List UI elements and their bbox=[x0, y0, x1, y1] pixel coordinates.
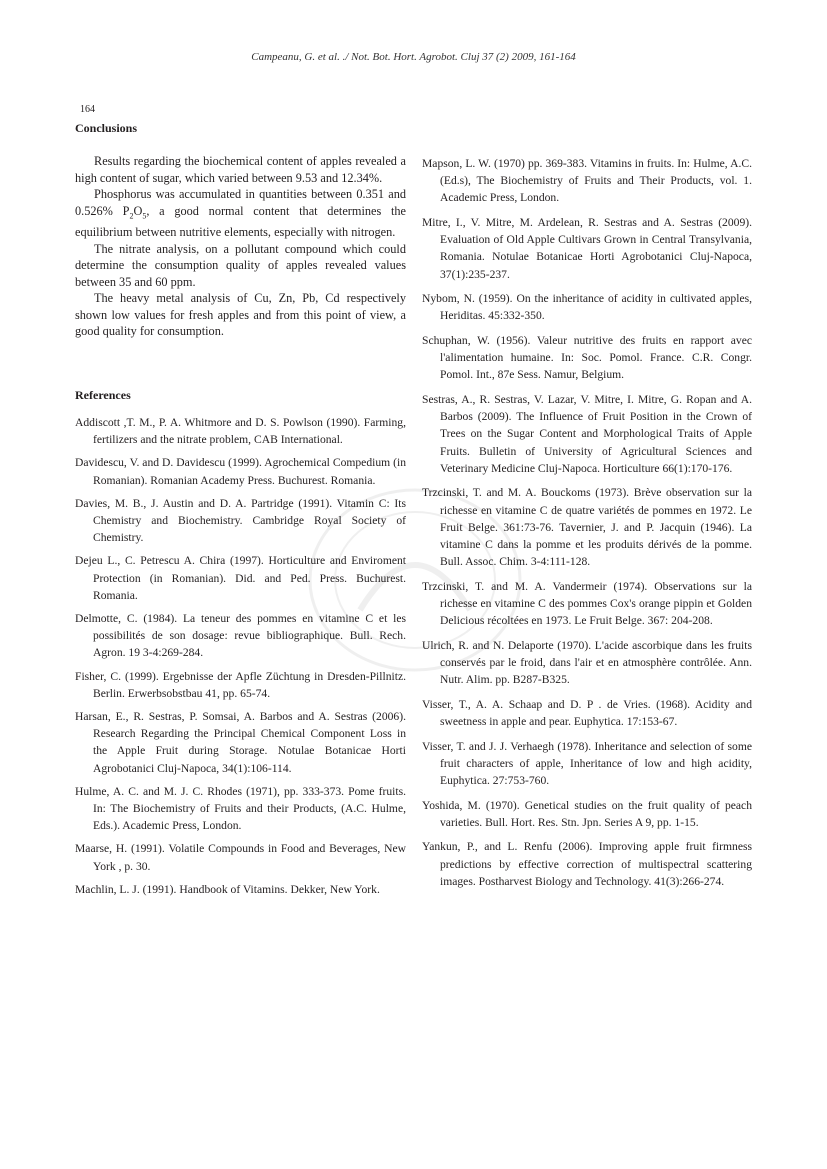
reference-item: Yoshida, M. (1970). Genetical studies on the fruit quality of peach varieties. Bull. Hort. Res. Stn. Jpn. Series A 9, pp. 1-15. bbox=[422, 798, 752, 829]
references-heading: References bbox=[75, 388, 131, 402]
reference-item: Schuphan, W. (1956). Valeur nutritive des fruits en rapport avec l'alimentation humaine. In: Soc. Pomol. France. C.R. Congr. Pomol. Int., 87e Sess. Namur, Belgium. bbox=[422, 334, 752, 382]
reference-item: Mitre, I., V. Mitre, M. Ardelean, R. Sestras and A. Sestras (2009). Evaluation of Old Apple Cultivars Grown in Central Transylvania, Romania. Notulae Botanicae Horti Agrobotanici Cluj-Napoca, 37(1):235-237. bbox=[422, 216, 752, 281]
reference-item: Maarse, H. (1991). Volatile Compounds in Food and Beverages, New York , p. 30. bbox=[75, 842, 406, 873]
conclusions-paragraph-1: Results regarding the biochemical content of apples revealed a high content of sugar, which varied between 9.53 and 12.34%. bbox=[75, 154, 406, 185]
reference-item: Nybom, N. (1959). On the inheritance of acidity in cultivated apples, Heriditas. 45:332-350. bbox=[422, 292, 752, 323]
reference-item: Hulme, A. C. and M. J. C. Rhodes (1971), pp. 333-373. Pome fruits. In: The Biochemistry of Fruits and their Products, (A.C. Hulme, Eds.). Academic Press, London. bbox=[75, 784, 406, 833]
reference-item: Machlin, L. J. (1991). Handbook of Vitamins. Dekker, New York. bbox=[75, 882, 380, 896]
reference-item: Davies, M. B., J. Austin and D. A. Partridge (1991). Vitamin C: Its Chemistry and Biochemistry. Cambridge Royal Society of Chemistry. bbox=[75, 496, 406, 545]
reference-item: Yankun, P., and L. Renfu (2006). Improving apple fruit firmness predictions by effective correction of multispectral scattering images. Postharvest Biology and Technology. 41(3):266-274. bbox=[422, 840, 752, 888]
reference-item: Addiscott ,T. M., P. A. Whitmore and D. S. Powlson (1990). Farming, fertilizers and the nitrate problem, CAB International. bbox=[75, 416, 406, 447]
reference-item: Visser, T. and J. J. Verhaegh (1978). Inheritance and selection of some fruit characters of apple, Inheritance of low and high acidity, Euphytica. 27:753-760. bbox=[422, 739, 752, 788]
reference-item: Davidescu, V. and D. Davidescu (1999). Agrochemical Compedium (in Romanian). Romanian Academy Press. Buchurest. Romania. bbox=[75, 456, 406, 487]
page-number: 164 bbox=[80, 104, 95, 115]
running-header: Campeanu, G. et al. ./ Not. Bot. Hort. Agrobot. Cluj 37 (2) 2009, 161-164 bbox=[251, 51, 576, 63]
conclusions-body bbox=[75, 153, 406, 340]
reference-item: Ulrich, R. and N. Delaporte (1970). L'acide ascorbique dans les fruits conservés par le froid, dans l'air et en atmosphère contrôlée. Ann. Nutr. Alim. pp. B287-B325. bbox=[422, 638, 752, 687]
conclusions-paragraph-2: Phosphorus was accumulated in quantities between 0.351 and 0.526% $P_2O_5$, a good normal content that determines the equilibrium between nutritive elements, especially with nitrogen. bbox=[75, 187, 406, 240]
conclusions-paragraph-4: The heavy metal analysis of Cu, Zn, Pb, Cd respectively shown low values for fresh apples and from this point of view, a good quality for consumption. bbox=[75, 291, 406, 339]
conclusions-heading: Conclusions bbox=[75, 121, 138, 135]
reference-item: Trzcinski, T. and M. A. Vandermeir (1974). Observations sur la richesse en vitamine C des pommes Cox's orange pippin et Golden Delicious récoltées en 1973. Le Fruit Belge. 367: 204-208. bbox=[422, 579, 752, 628]
reference-item: Sestras, A., R. Sestras, V. Lazar, V. Mitre, I. Mitre, G. Ropan and A. Barbos (2009). The Influence of Fruit Position in the Crown of Trees on the Sugar Content and Morphological Traits of Apple Fruits. Bulletin of University of Agricultural Sciences and Veterinary Medicine Cluj-Napoca. Horticulture 66(1):170-176. bbox=[422, 393, 752, 475]
conclusions-paragraph-3: The nitrate analysis, on a pollutant compound which could determine the consumption quality of apples revealed values between 35 and 60 ppm. bbox=[75, 241, 406, 289]
references-left-column bbox=[75, 414, 406, 904]
reference-item: Fisher, C. (1999). Ergebnisse der Apfle Züchtung in Dresden-Pillnitz. Berlin. Erwerbsobstbau 41, pp. 65-74. bbox=[75, 669, 406, 700]
reference-item: Delmotte, C. (1984). La teneur des pommes en vitamine C et les possibilités de son dosage: revue bibliographique. Bull. Rech. Agron. 19 3-4:269-284. bbox=[75, 612, 406, 660]
reference-item: Visser, T., A. A. Schaap and D. P . de Vries. (1968). Acidity and sweetness in apple and pear. Euphytica. 17:153-67. bbox=[422, 697, 752, 729]
references-right-column bbox=[422, 155, 752, 897]
reference-item: Mapson, L. W. (1970) pp. 369-383. Vitamins in fruits. In: Hulme, A.C. (Ed.s), The Biochemistry of Fruits and Their Products, vol. 1. Academic Press, London. bbox=[422, 157, 752, 205]
reference-item: Dejeu L., C. Petrescu A. Chira (1997). Horticulture and Enviroment Protection (in Romanian). Did. and Ped. Press. Buchurest. Romania. bbox=[75, 554, 406, 602]
reference-item: Harsan, E., R. Sestras, P. Somsai, A. Barbos and A. Sestras (2006). Research Regarding the Principal Chemical Component Loss in the Apple Fruit during Storage. Notulae Botanicae Horti Agrobotanici Cluj-Napoca, 34(1):106-114. bbox=[75, 710, 406, 775]
reference-item: Trzcinski, T. and M. A. Bouckoms (1973). Brève observation sur la richesse en vitamine C de quatre variétés de pommes en 1972. Le Fruit Belge. 361:73-76. Tavernier, J. and P. Jacquin (1946). La vitamine C dans la pomme et les produits dérivés de la pomme. Bull. Assoc. Chim. 3-4:111-128. bbox=[422, 486, 752, 569]
